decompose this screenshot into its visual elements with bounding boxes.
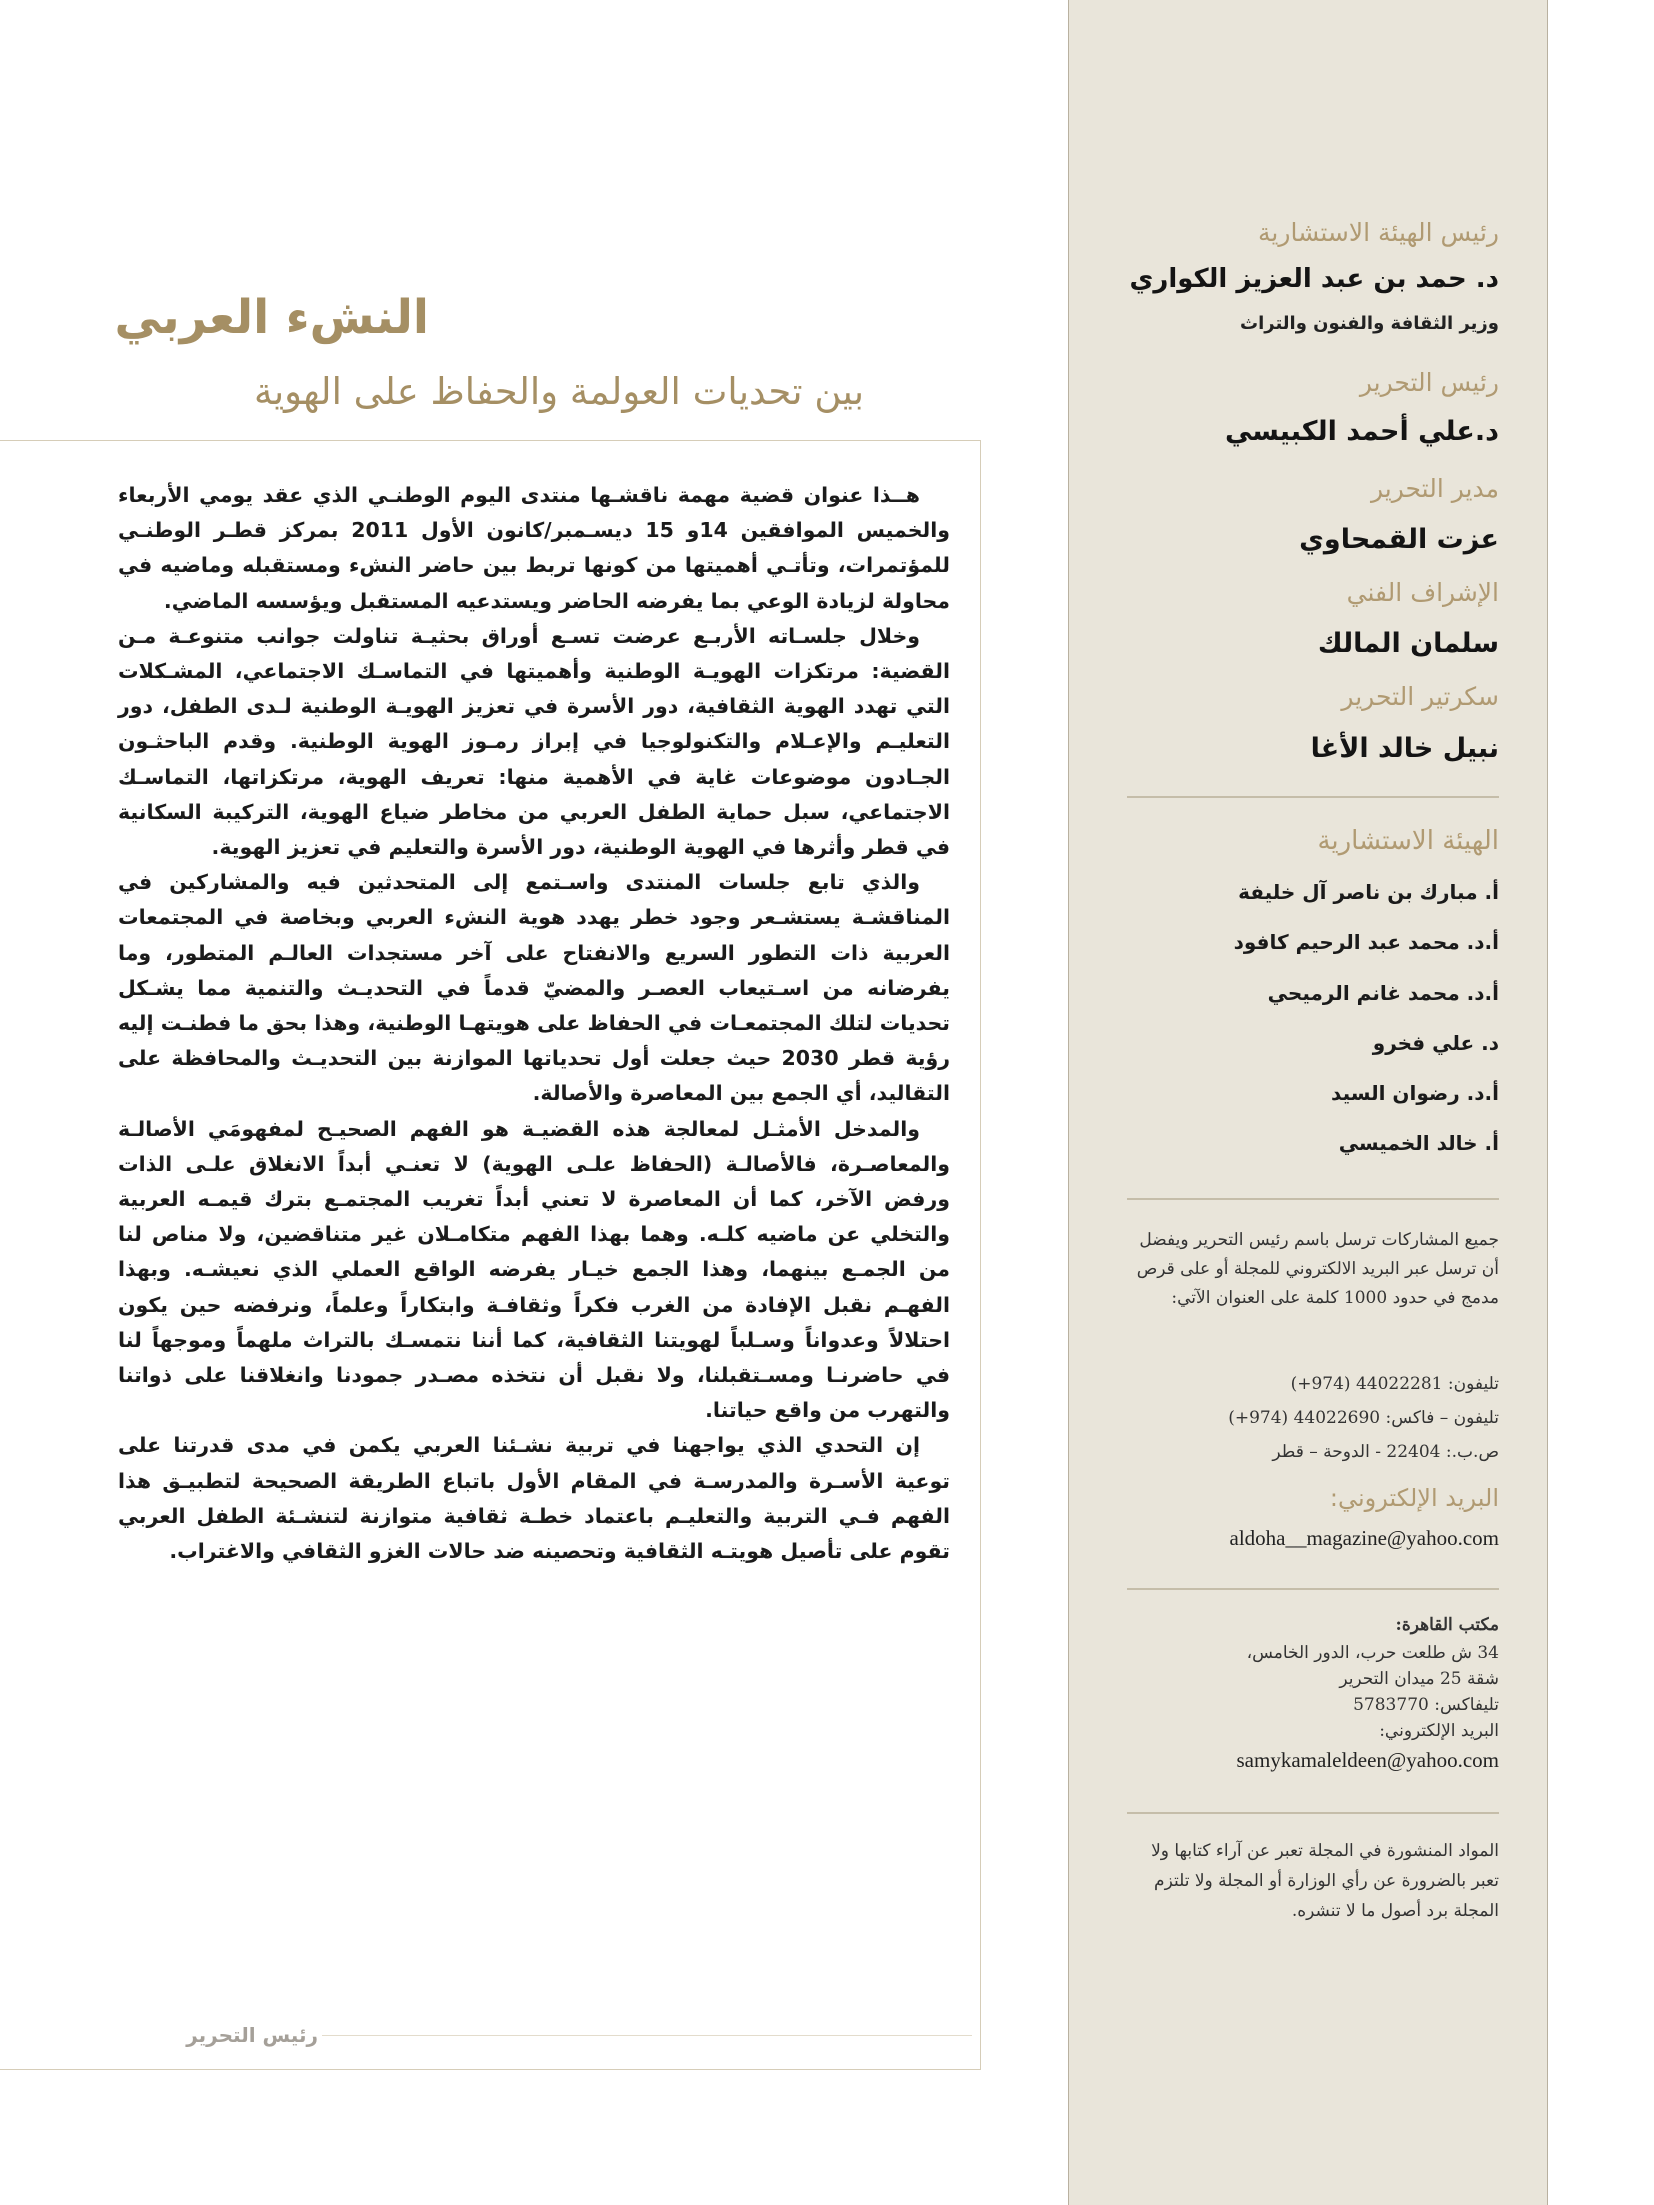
advisory-chair-title: وزير الثقافة والفنون والتراث (1240, 313, 1499, 334)
article-signature: رئيس التحرير (186, 2023, 318, 2047)
sidebar-divider (1127, 1198, 1499, 1200)
cairo-address-line: 34 ش طلعت حرب، الدور الخامس، (1246, 1643, 1499, 1663)
magazine-email[interactable]: aldoha__magazine@yahoo.com (1229, 1526, 1499, 1550)
article-paragraph: وخلال جلسـاته الأربـع عرضت تسـع أوراق بحثيـة تناولت جوانب متنوعـة مـن القضية: مرتكزات الهويـة الوطنية وأهميتها في التماسـك الاجتماعي، المشـكلات التي تهدد الهوية الثقافية، دور الأسرة في تعزيز الهويـة الوطنية لـدى الطفل، دور التعليـم والإعـلام والتكنولوجيا في إبراز رمـوز الهوية الوطنية. وقدم الباحثـون الجـادون موضوعات غاية في الأهمية منها: تعريف الهوية، مرتكزاتها، التماسـك الاجتماعي، سبل حماية الطفل العربي من مخاطر ضياع الهوية، التركيبة السكانية في قطر وأثرها في الهوية الوطنية، دور الأسرة والتعليم في تعزيز الهوية. (118, 623, 950, 860)
sidebar-divider (1127, 1588, 1499, 1590)
editor-in-chief-label: رئيس التحرير (1359, 368, 1499, 397)
submission-note: جميع المشاركات ترسل باسم رئيس التحرير ويفضل أن ترسل عبر البريد الالكتروني للمجلة أو على قرص مدمج في حدود 1000 كلمة على العنوان الآتي: (1136, 1230, 1499, 1308)
article-paragraph: إن التحدي الذي يواجهنا في تربية نشـئنا العربي يكمن في مدى قدرتنا على توعية الأسـرة والمدرسـة في المقام الأول باتباع الطريقة الصحيحة لتطبيـق هذا الفهم فـي التربية والتعليـم باعتماد خطـة ثقافية متوازنة لتنشـئة الطفل العربي تقوم على تأصيل هويتـه الثقافية وتحصينه ضد حالات الغزو الثقافي والاغتراب. (118, 1433, 950, 1564)
managing-editor-label: مدير التحرير (1370, 474, 1499, 503)
article-paragraph: هــذا عنوان قضية مهمة ناقشـها منتدى اليوم الوطنـي الذي عقد يومي الأربعاء والخميس الموافقين 14و 15 ديسـمبر/كانون الأول 2011 بمركز قطـر الوطنـي للمؤتمرات، وتأتـي أهميتها من كونها تربط بين حاضر النشء ومستقبله وماضيه في محاولة لزيادة الوعي بما يفرضه الحاضر ويستدعيه المستقبل ويؤسسه الماضي. (118, 483, 950, 613)
email-label: البريد الإلكتروني: (1329, 1484, 1499, 1512)
sidebar-divider (1127, 1812, 1499, 1814)
board-member: د. علي فخرو (1372, 1031, 1499, 1055)
disclaimer: المواد المنشورة في المجلة تعبر عن آراء كتابها ولا تعبر بالضرورة عن رأي الوزارة أو المجلة ولا تلتزم المجلة برد أصول ما لا تنشره. (1151, 1841, 1499, 1921)
board-label: الهيئة الاستشارية (1317, 826, 1499, 856)
cairo-email-label: البريد الإلكتروني: (1379, 1721, 1499, 1741)
cairo-office-label: مكتب القاهرة: (1395, 1615, 1499, 1635)
editor-in-chief-name: د.علي أحمد الكبيسي (1224, 416, 1499, 447)
masthead-sidebar (1068, 0, 1548, 2205)
cairo-email[interactable]: samykamaleldeen@yahoo.com (1236, 1748, 1499, 1772)
advisory-chair-label: رئيس الهيئة الاستشارية (1258, 218, 1499, 247)
art-director-label: الإشراف الفني (1346, 578, 1499, 607)
cairo-fax: تليفاكس: 5783770 (1353, 1695, 1499, 1715)
board-member: أ.د. محمد عبد الرحيم كافود (1233, 930, 1499, 954)
po-box: ص.ب.: 22404 - الدوحة – قطر (1272, 1442, 1499, 1462)
board-member: أ. مبارك بن ناصر آل خليفة (1238, 880, 1499, 904)
secretary-label: سكرتير التحرير (1341, 682, 1499, 711)
advisory-chair-name: د. حمد بن عبد العزيز الكواري (1129, 264, 1499, 294)
article-paragraph: والذي تابع جلسات المنتدى واسـتمع إلى المتحدثين فيه والمشاركين في المناقشـة يستشـعر وجود خطر يهدد هوية النشء العربي وبخاصة في المجتمعات العربية ذات التطور السريع والانفتاح على آخر مستجدات العالـم المتطور، وما يفرضانه من اسـتيعاب العصـر والمضيّ قدماً في التحديـث والتنمية مما يشـكل تحديات لتلك المجتمعـات في الحفاظ على هويتهـا الوطنية، وهذا بحق ما فطنـت إليه رؤية قطر 2030 حيث جعلت أول تحدياتها الموازنة بين التحديـث والمحافظة على التقاليد، أي الجمع بين المعاصرة والأصالة. (118, 870, 950, 1106)
phone-fax-number: تليفون – فاكس: 44022690 (974+) (1228, 1408, 1499, 1428)
article-body (118, 478, 950, 1569)
board-member: أ. خالد الخميسي (1338, 1131, 1499, 1155)
board-member: أ.د. رضوان السيد (1331, 1081, 1499, 1105)
sidebar-divider (1127, 796, 1499, 798)
secretary-name: نبيل خالد الأغا (1310, 733, 1499, 764)
phone-number: تليفون: 44022281 (974+) (1290, 1374, 1499, 1394)
art-director-name: سلمان المالك (1317, 628, 1499, 659)
article-subtitle: بين تحديات العولمة والحفاظ على الهوية (254, 370, 864, 413)
cairo-address-line: شقة 25 ميدان التحرير (1339, 1669, 1499, 1689)
article-paragraph: والمدخل الأمثـل لمعالجة هذه القضيـة هو الفهم الصحيـح لمفهومَي الأصالـة والمعاصـرة، فالأصالـة (الحفاظ علـى الهوية) لا تعنـي أبداً الانغلاق علـى الذات ورفض الآخر، كما أن المعاصرة لا تعني أبداً تغريب المجتمـع بترك قيمـه العربية والتخلي عن ماضيه كلـه. وهما بهذا الفهم متكامـلان غير متناقضين، ولا مناص لنا من الجمـع بينهما، وهذا الجمع خيـار يفرضه الواقع العملي الذي نعيشـه. وبهذا الفهـم نقبل الإفادة من الغرب فكراً وثقافـة وابتكاراً وعلماً، ونرفضه حين يكون احتلالاً وعدواناً وسـلباً لهويتنا الثقافية، كما أننا نتمسـك بالتراث ملهماً وموجهاً لنا في حاضرنـا ومسـتقبلنا، ولا نقبل أن نتخذه مصـدر جمودنا وانغلاقنا على ذواتنا والتهرب من واقع حياتنا. (118, 1116, 950, 1423)
article-title: النشء العربي (114, 290, 429, 345)
managing-editor-name: عزت القمحاوي (1299, 524, 1499, 555)
board-member: أ.د. محمد غانم الرميحي (1267, 981, 1499, 1005)
signature-rule (322, 2035, 972, 2036)
